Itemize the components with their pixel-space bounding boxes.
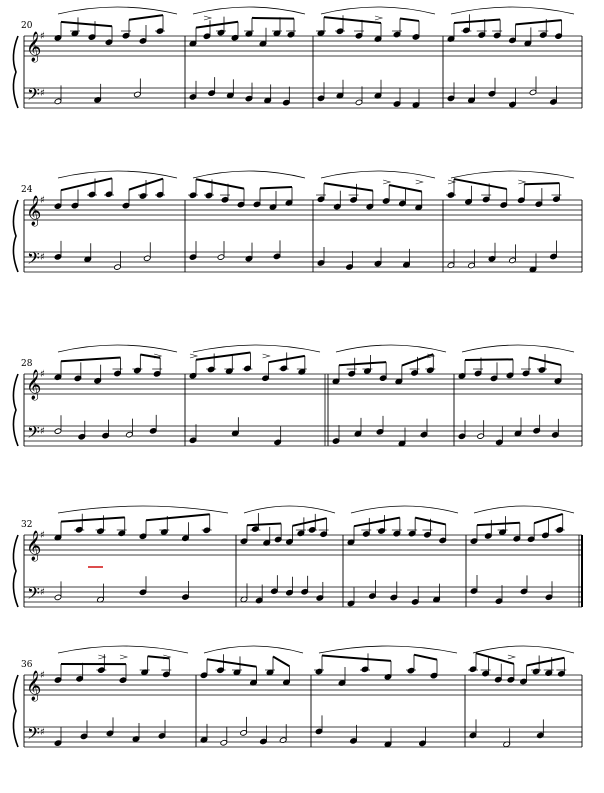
note [439,524,447,543]
note [550,240,558,259]
note [94,84,102,103]
note [317,183,325,202]
note [122,190,130,209]
beam [196,352,250,359]
note [390,582,398,601]
note [350,725,358,744]
beam [454,179,507,189]
note [54,522,62,541]
treble-clef-icon: 𝄞 [26,196,42,226]
note [227,79,235,98]
bass-clef-icon: 𝄢 [27,248,40,272]
note [114,358,122,377]
note [283,666,291,685]
treble-staff [24,200,582,220]
accent-mark [518,180,525,184]
beam [273,656,290,666]
treble-clef-icon: 𝄞 [26,531,42,561]
note [182,522,190,541]
note [522,357,530,376]
beam [414,655,437,660]
key-signature-sharp: ♯ [40,31,45,42]
bass-clef-icon: 𝄢 [27,84,40,108]
note [54,22,62,41]
beam [196,22,238,28]
beam [207,659,257,666]
note [189,424,197,443]
note [558,658,566,677]
accent-mark [508,655,515,659]
note [336,80,344,99]
grand-staff-brace [13,36,18,108]
key-signature-sharp: ♯ [40,369,45,380]
note [153,358,161,377]
accent-mark [263,354,270,358]
note [465,186,473,205]
accent-mark [416,180,423,184]
slur [321,7,435,14]
note [54,241,62,260]
note [332,365,340,384]
note [139,25,147,44]
note [430,660,438,679]
beam [465,359,513,360]
note [221,184,229,203]
note [263,527,271,546]
beam [477,523,520,525]
note [71,190,79,209]
note [500,189,508,208]
note [71,17,79,36]
note [493,20,501,39]
note [54,361,62,380]
note [264,84,272,103]
note [273,17,281,36]
note [118,517,126,536]
slur [244,506,335,513]
note [269,191,277,210]
note [317,17,325,36]
note [259,28,267,47]
note [495,585,503,604]
note [482,658,490,677]
note [114,251,122,270]
note [524,27,532,46]
key-signature-sharp: ♯ [40,252,45,263]
note [316,582,324,601]
note [255,585,263,604]
note [189,28,197,47]
note [273,240,281,259]
note [271,575,279,594]
note [203,514,211,533]
note [156,15,164,34]
note [545,581,553,600]
note [477,420,485,439]
note [412,21,420,40]
slur [58,506,228,513]
note [555,20,563,39]
beam [354,518,400,527]
beam [252,18,294,19]
note [189,360,197,379]
note [398,427,406,446]
note [509,244,517,263]
note [301,576,309,595]
note [126,419,134,438]
note [393,19,401,38]
note [447,82,455,101]
slur [58,345,177,352]
slur [451,7,574,14]
note [407,655,415,674]
note [260,725,268,744]
beam [61,358,121,362]
note [509,24,517,43]
note [266,656,274,675]
note [233,656,241,675]
key-signature-sharp: ♯ [40,670,45,681]
note [119,664,127,683]
note [378,515,386,534]
treble-staff [24,36,582,56]
note [287,19,295,38]
bass-staff [24,252,582,272]
note [374,23,382,42]
note [240,717,248,736]
note [298,356,306,375]
note [354,418,362,437]
note [550,86,558,105]
note [149,415,157,434]
note [231,22,239,41]
note [54,664,62,683]
slur [351,506,458,513]
note [527,523,535,542]
note [189,179,197,198]
note [286,526,294,545]
treble-staff [24,535,582,555]
note [458,420,466,439]
note [346,251,354,270]
key-signature-sharp: ♯ [40,727,45,738]
accent-mark [190,354,197,358]
beam [61,178,112,190]
beam [339,362,386,365]
note [458,360,466,379]
note [355,20,363,39]
note [80,720,88,739]
key-signature-sharp: ♯ [40,530,45,541]
note [139,180,147,199]
slur [204,646,303,653]
beam [196,179,244,188]
beam [322,656,391,661]
note [200,659,208,678]
note [412,89,420,108]
note [490,362,498,381]
note [382,185,390,204]
beam [524,183,559,184]
note [189,241,197,260]
note [317,82,325,101]
note [97,584,105,603]
note [514,417,522,436]
slur [473,646,574,653]
note [408,518,416,537]
grand-staff-brace [13,535,18,607]
beam [146,514,210,520]
measure-number: 20 [21,21,33,31]
note [447,179,455,198]
note [315,656,323,675]
note [189,81,197,100]
note [376,416,384,435]
note [76,663,84,682]
note [338,667,346,686]
note [542,519,550,538]
slur [321,171,435,178]
beam [61,22,112,26]
note [332,425,340,444]
note [369,580,377,599]
beam [454,20,500,23]
note [379,362,387,381]
note [237,189,245,208]
note [484,520,492,539]
accent-mark [120,655,127,659]
note [217,17,225,36]
note [217,241,225,260]
beam [324,17,381,23]
treble-staff [24,374,582,394]
slur [193,7,305,14]
key-signature-sharp: ♯ [40,426,45,437]
note [232,417,240,436]
note [317,247,325,266]
note [54,415,62,434]
note [347,526,355,545]
note [399,187,407,206]
note [538,354,546,373]
measure-number: 24 [21,185,33,195]
beam [516,20,562,24]
note [285,187,293,206]
accent-mark [383,180,390,184]
note [393,518,401,537]
note [203,20,211,39]
note [102,420,110,439]
note [537,719,545,738]
note [141,656,149,675]
note [535,188,543,207]
note [240,583,248,602]
system-4 [13,506,582,607]
system-2 [13,171,582,273]
note [158,720,166,739]
note [395,366,403,385]
beam [129,15,163,20]
note [220,727,228,746]
note [74,362,82,381]
beam [527,658,565,666]
note [411,586,419,605]
note [245,83,253,102]
note [132,723,140,742]
bass-clef-icon: 𝄢 [27,723,40,747]
accent-mark [375,16,382,20]
measure-number: 32 [21,520,33,530]
note [533,415,541,434]
slur [58,171,177,178]
note [468,84,476,103]
note [513,523,521,542]
slur [193,171,305,178]
note [245,18,253,37]
note [506,359,514,378]
note [520,575,528,594]
note [469,653,477,672]
bass-clef-icon: 𝄢 [27,583,40,607]
note [553,183,561,202]
note [469,719,477,738]
bass-clef-icon: 𝄢 [27,422,40,446]
note [84,243,92,262]
key-signature-sharp: ♯ [40,587,45,598]
note [364,355,372,374]
note [470,575,478,594]
note [134,354,142,373]
note [494,664,502,683]
slur [58,646,188,653]
note [552,419,560,438]
note [348,358,356,377]
slur [451,171,574,178]
beam [260,187,292,188]
note [182,581,190,600]
note [362,518,370,537]
slur [474,506,574,513]
note [529,253,537,272]
note [283,87,291,106]
note [253,188,261,207]
beam [61,517,125,521]
note [503,728,511,747]
bass-staff [24,88,582,108]
bass-staff [24,727,582,747]
slur [193,345,320,352]
note [274,524,282,543]
accent-mark [204,16,211,20]
note [297,517,305,536]
grand-staff-brace [13,675,18,747]
note [517,184,525,203]
grand-staff-brace [13,200,18,272]
key-signature-sharp: ♯ [40,88,45,99]
beam [400,19,419,21]
measure-number: 28 [21,359,33,369]
beam [324,183,373,190]
note [374,80,382,99]
treble-clef-icon: 𝄞 [26,370,42,400]
beam [293,518,327,526]
note [250,667,258,686]
note [208,77,216,96]
grand-staff-brace [13,374,18,446]
note [262,362,270,381]
note [139,520,147,539]
system-5 [13,646,582,748]
note [163,658,171,677]
note [529,76,537,95]
note [78,421,86,440]
slur [462,345,574,352]
note [122,20,130,39]
note [420,419,428,438]
note [54,581,62,600]
note [433,584,441,603]
measure-number: 36 [21,660,33,670]
slur [319,646,457,653]
note [252,513,260,532]
note [488,78,496,97]
note [384,661,392,680]
note [320,518,328,537]
beam [247,524,281,526]
note [499,516,507,535]
note [286,577,294,596]
note [315,715,323,734]
treble-clef-icon: 𝄞 [26,671,42,701]
slur [58,7,177,14]
note [554,365,562,384]
treble-clef-icon: 𝄞 [26,32,42,62]
note [384,728,392,747]
note [225,355,233,374]
key-signature-sharp: ♯ [40,195,45,206]
system-1 [13,7,582,108]
slur [336,345,446,352]
note [415,192,423,211]
note [507,664,515,683]
note [488,243,496,262]
note [139,576,147,595]
note [217,654,225,673]
note [447,23,455,42]
system-3 [13,345,582,447]
note [355,86,363,105]
